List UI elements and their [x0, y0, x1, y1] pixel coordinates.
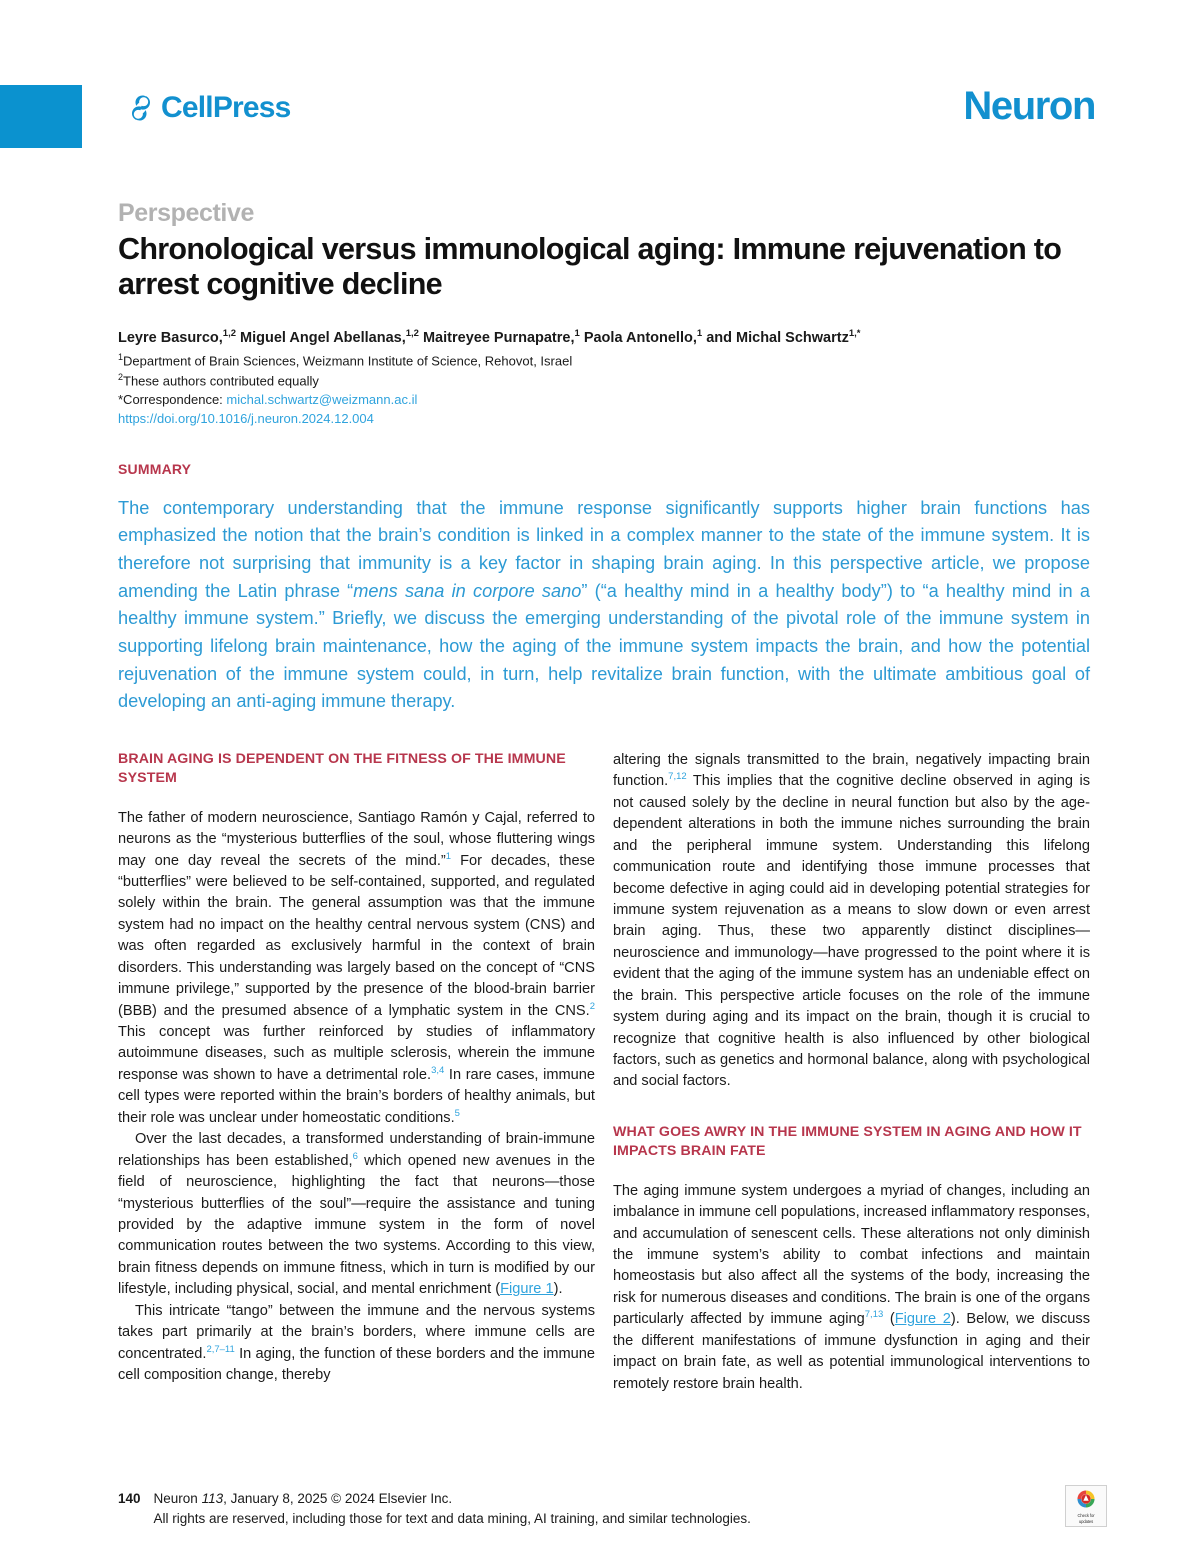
- footer-line-1: [154, 1491, 453, 1506]
- summary-latin-phrase: mens sana in corpore sano: [353, 580, 582, 601]
- summary-part-1: The contemporary understanding that the immune response significantly supports higher brain functions has emphasized the notion that the brain’s condition is linked in a complex manner to the state of the immune system. It is therefore not surprising that immunity is a key factor in shaping brain aging. In this perspective article, we propose amending the Latin phrase “: [118, 497, 1090, 601]
- citation-ref[interactable]: 2,7–11: [206, 1343, 235, 1355]
- affiliation-1-text: Department of Brain Sciences, Weizmann Institute of Science, Rehovot, Israel: [123, 352, 573, 368]
- text-run: This concept was further reinforced by studies of inflammatory autoimmune diseases, such as multiple sclerosis, wherein the immune response was shown to have a detrimental role.: [118, 1024, 595, 1083]
- doi-link[interactable]: [118, 410, 1090, 429]
- summary-label: SUMMARY: [118, 460, 192, 477]
- right-column: [613, 750, 1090, 1395]
- text-run: This implies that the cognitive decline observed in aging is not caused solely by the decline in neural function but also by the age-dependent alterations in both the immune niches surrounding the brain and the peripheral immune system. Understanding this lifelong communication route and identifying those immune processes that become defective in aging could aid in developing potential strategies for immune system rejuvenation as a means to slow down or even arrest brain aging. Thus, these two apparently distinct disciplines—neuroscience and immunology—have progressed to the point where it is evident that the aging of the immune system has an undeniable effect on the brain. This perspective article focuses on the role of the immune system during aging and its impact on the brain, though it is crucial to recognize that cognitive health is also influenced by other biological factors, such as genetics and hormonal balance, along with psychological and social factors.: [613, 773, 1090, 1090]
- text-run: Over the last decades, a transformed understanding of brain-immune relationships has been established,: [118, 1131, 595, 1169]
- paragraph: [118, 1129, 595, 1301]
- paragraph: [118, 1301, 595, 1387]
- figure-link[interactable]: Figure 1: [500, 1281, 554, 1298]
- summary-text: [118, 495, 1090, 716]
- text-run: In rare cases, immune cell types were reported within the brain’s borders of healthy animals, but their role was unclear under homeostatic conditions.: [118, 1066, 595, 1126]
- text-run: For decades, these “butterflies” were believed to be self-contained, supported, and regulated solely within the brain. The general assumption was that the immune system had no impact on the healthy central nervous system (CNS) and was often regarded as exclusively harmful in the context of brain disorders. This understanding was largely based on the concept of “CNS immune privilege,” supported by the presence of the blood-brain barrier (BBB) and the presumed absence of a lymphatic system in the CNS.: [118, 852, 595, 1019]
- text-run: ).: [553, 1281, 563, 1298]
- text-run: The aging immune system undergoes a myriad of changes, including an imbalance in immune cell populations, increased inflammatory responses, and accumulation of senescent cells. These alterations not only diminish the immune system’s ability to combat infections and maintain homeostasis but also affect all the systems of the body, increasing the risk for numerous diseases and conditions. The brain is one of the organs particularly affected by immune aging: [613, 1182, 1090, 1328]
- cellpress-logo-text: CellPress: [161, 91, 291, 124]
- masthead: [0, 0, 1200, 170]
- correspondence-email-link[interactable]: michal.schwartz@weizmann.ac.il: [226, 391, 418, 407]
- page-footer: [118, 1489, 751, 1530]
- citation-ref[interactable]: 7,12: [668, 771, 687, 783]
- doi-anchor[interactable]: https://doi.org/10.1016/j.neuron.2024.12.004: [118, 410, 374, 426]
- volume-number: 113: [201, 1490, 224, 1506]
- figure-link[interactable]: Figure 2: [894, 1311, 951, 1328]
- page-title: Chronological versus immunological aging: Immune rejuvenation to arrest cognitive decline: [118, 231, 1062, 301]
- crossmark-badge[interactable]: [1065, 1485, 1107, 1527]
- text-run: altering the signals transmitted to the brain, negatively impacting brain function.: [613, 751, 1090, 790]
- text-run: This intricate “tango” between the immune and the nervous systems takes part primarily at the brain’s borders, where immune cells are concentrated.: [118, 1302, 595, 1362]
- crossmark-label-line2: updates: [1078, 1518, 1094, 1524]
- text-run: (: [883, 1311, 895, 1328]
- article-type-label: Perspective: [118, 199, 254, 227]
- affiliation-2-text: These authors contributed equally: [123, 373, 319, 389]
- footer-line-2: All rights are reserved, including those for text and data mining, AI training, and similar technologies.: [153, 1510, 751, 1526]
- paragraph: [613, 1181, 1090, 1395]
- citation-ref[interactable]: 3,4: [431, 1065, 445, 1077]
- page-body: [0, 200, 1200, 1395]
- footer-copyright-block: [154, 1489, 751, 1530]
- correspondence-label: *Correspondence:: [118, 391, 223, 407]
- author-list: Leyre Basurco,$^{1,2}$ Miguel Angel Abellanas,$^{1,2}$ Maitreyee Purnapatre,$^1$ Paola Antonello,$^1$ and Michal Schwartz$^{1,*}$: [118, 328, 861, 347]
- text-run: The father of modern neuroscience, Santiago Ramón y Cajal, referred to neurons as the “mysterious butterflies of the soul, whose fluttering wings may one day reveal the secrets of the mind.”: [118, 809, 595, 869]
- left-column: [118, 750, 595, 1395]
- page-number: 140: [118, 1490, 141, 1506]
- section-heading-brain-aging: BRAIN AGING IS DEPENDENT ON THE FITNESS OF THE IMMUNE SYSTEM: [118, 750, 566, 786]
- section-heading-what-goes-awry: WHAT GOES AWRY IN THE IMMUNE SYSTEM IN AGING AND HOW IT IMPACTS BRAIN FATE: [613, 1123, 1082, 1159]
- text-run: , January 8, 2025 © 2024 Elsevier Inc.: [223, 1490, 453, 1506]
- cellpress-link-icon: [127, 93, 155, 123]
- citation-ref[interactable]: 6: [352, 1150, 358, 1162]
- two-column-body: [118, 750, 1090, 1395]
- citation-ref[interactable]: 2: [589, 1000, 595, 1012]
- text-run: In aging, the function of these borders and the immune cell composition change, thereby: [118, 1345, 595, 1384]
- citation-ref[interactable]: 7,13: [864, 1309, 884, 1321]
- text-run: Neuron: [153, 1490, 202, 1506]
- paragraph: [613, 750, 1090, 1093]
- blue-accent-block: [0, 85, 82, 148]
- text-run: ). Below, we discuss the different manifestations of immune dysfunction in aging and their impact on brain fate, as well as potential immunological interventions to remotely restore brain health.: [613, 1311, 1091, 1392]
- summary-part-2: ” (“a healthy mind in a healthy body”) to “a healthy mind in a healthy immune system.” Briefly, we discuss the emerging understanding of the pivotal role of the immune system in supporting lifelong brain maintenance, how the aging of the immune system impacts the brain, and how the potential rejuvenation of the immune system could, in turn, help revitalize brain function, with the ultimate ambitious goal of developing an anti-aging immune therapy.: [118, 580, 1090, 712]
- text-run: which opened new avenues in the field of neuroscience, highlighting the fact that neurons—those “mysterious butterflies of the soul”—require the assistance and tuning provided by the adaptive immune system in the form of novel communication routes between the two systems. According to this view, brain fitness depends on immune fitness, which in turn is modified by our lifestyle, including physical, social, and mental enrichment (: [118, 1152, 595, 1298]
- affiliation-1: $^1$Department of Brain Sciences, Weizmann Institute of Science, Rehovot, Israel: [118, 351, 573, 368]
- journal-logo-neuron: Neuron: [963, 84, 1095, 128]
- correspondence: [118, 391, 1090, 410]
- cellpress-logo[interactable]: [127, 93, 291, 123]
- citation-ref[interactable]: 1: [445, 850, 452, 862]
- affiliation-2: $^2$These authors contributed equally: [118, 371, 319, 389]
- crossmark-check-for-updates-icon: [1077, 1490, 1095, 1513]
- crossmark-label-line1: Check for: [1077, 1512, 1095, 1518]
- paragraph: [118, 808, 595, 1130]
- citation-ref[interactable]: 5: [454, 1107, 460, 1119]
